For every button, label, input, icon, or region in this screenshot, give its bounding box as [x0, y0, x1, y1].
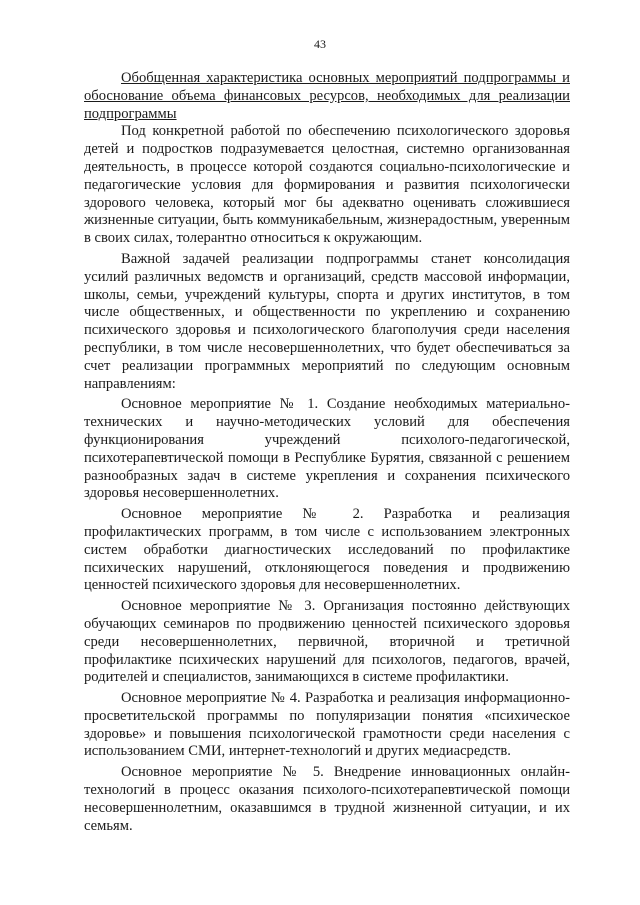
paragraph-measure-2: Основное мероприятие № 2. Разработка и реализация профилактических программ, в том числе с использованием электронных систем обработки диагностических исследований по профилактике психических нарушений, отклоняющегося поведения и продвижению ценностей психического здоровья для несовершеннолетних. [84, 506, 570, 594]
paragraph-task: Важной задачей реализации подпрограммы станет консолидация усилий различных ведомств и организаций, средств массовой информации, школы, семьи, учреждений культуры, спорта и других институтов, в том числе общественных, и общественности по укреплению и сохранению психического здоровья и психологического благополучия среди населения республики, в том числе несовершеннолетних, что будет обеспечиваться за счет реализации программных мероприятий по следующим основным направлениям: [84, 250, 570, 392]
paragraph-measure-1: Основное мероприятие № 1. Создание необходимых материально-технических и научно-методических условий для обеспечения функционирования учреждений психолого-педагогической, психотерапевтической помощи в Республике Бурятия, связанной с решением разнообразных задач в системе укрепления и сохранения психического здоровья несовершеннолетних. [84, 396, 570, 502]
paragraph-intro: Под конкретной работой по обеспечению психологического здоровья детей и подростков подразумевается целостная, системно организованная деятельность, в процессе которой создаются социально-психологические и педагогические условия для формирования и развития психологически здорового человека, который мог бы адекватно оценивать сложившиеся жизненные ситуации, быть коммуникабельным, жизнерадостным, уверенным в своих силах, толерантно относиться к окружающим. [84, 123, 570, 247]
section-heading: Обобщенная характеристика основных мероприятий подпрограммы и обоснование объема финансовых ресурсов, необходимых для реализации подпрограммы [84, 70, 570, 122]
paragraph-measure-4: Основное мероприятие № 4. Разработка и реализация информационно-просветительской программы по популяризации понятия «психическое здоровье» и повышения психологической грамотности среди населения с использованием СМИ, интернет-технологий и других медиасредств. [84, 690, 570, 760]
document-body [84, 70, 570, 835]
paragraph-measure-3: Основное мероприятие № 3. Организация постоянно действующих обучающих семинаров по продвижению ценностей психического здоровья среди несовершеннолетних, первичной, вторичной и третичной профилактике психических нарушений для психологов, педагогов, врачей, родителей и специалистов, занимающихся в системе профилактики. [84, 598, 570, 686]
page-number: 43 [314, 37, 326, 51]
paragraph-measure-5: Основное мероприятие № 5. Внедрение инновационных онлайн-технологий в процесс оказания психолого-психотерапевтической помощи несовершеннолетним, оказавшимся в трудной жизненной ситуации, и их семьям. [84, 764, 570, 834]
